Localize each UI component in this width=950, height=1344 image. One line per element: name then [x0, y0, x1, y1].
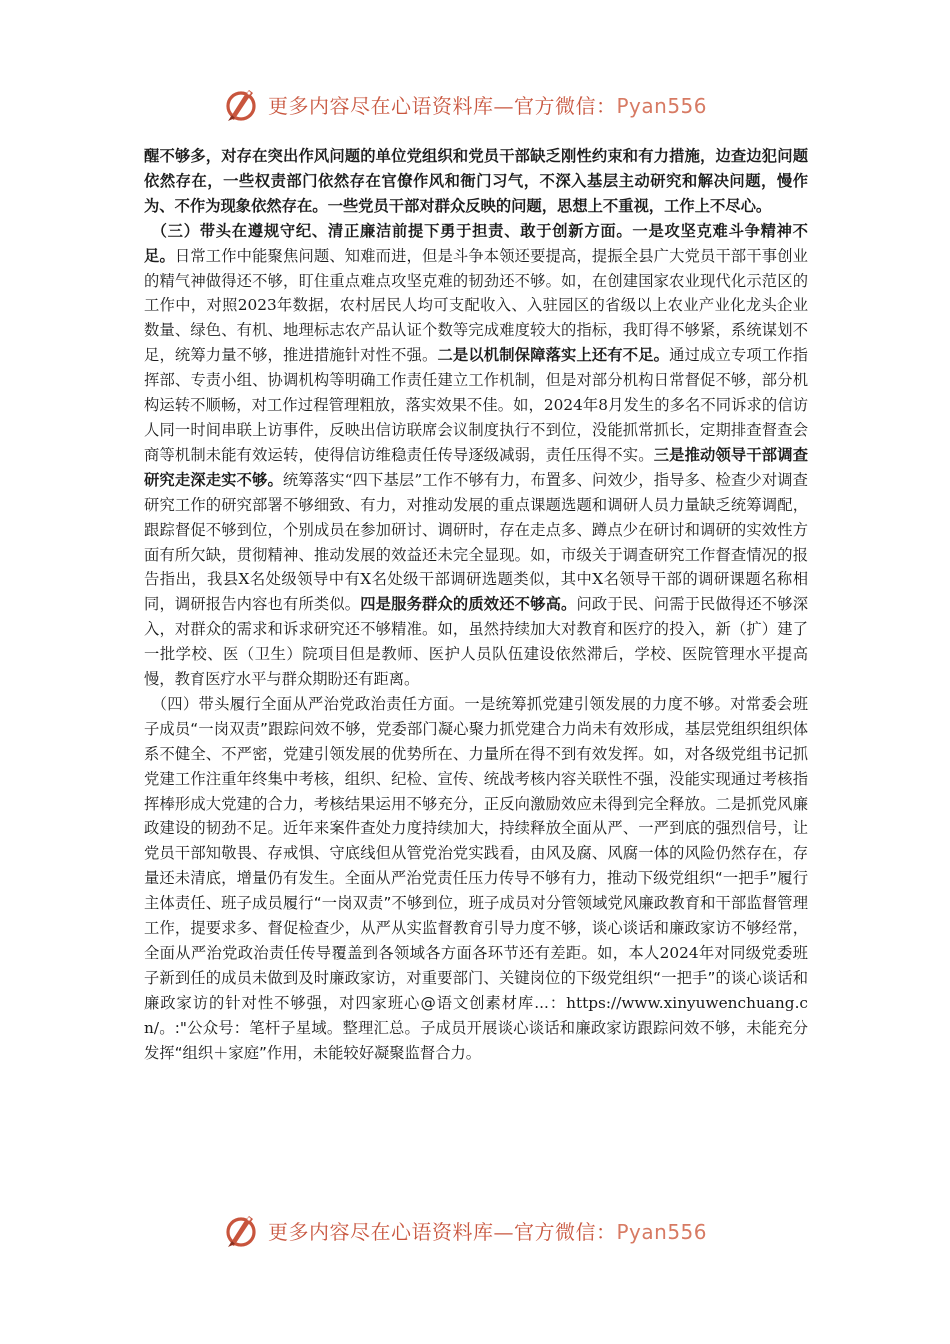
section-4-text-end: 。:"公众号：笔杆子星域。整理汇总。子成员开展谈心谈话和廉政家访跟踪问效不够，未能充分发挥“组织＋家庭”作用，未能较好凝聚监督合力。	[144, 1018, 808, 1062]
paragraph-1-text: 醒不够多，对存在突出作风问题的单位党组织和党员干部缺乏刚性约束和有力措施，边查边犯问题依然存在，一些权责部门依然存在官僚作风和衙门习气，不深入基层主动研究和解决问题，慢作为、不作为现象依然存在。一些党员干部对群众反映的问题，思想上不重视，工作上不尽心。	[144, 147, 808, 215]
pen-logo-icon	[222, 84, 262, 124]
paragraph-1	[144, 144, 808, 219]
section-4-text: （四）带头履行全面从严治党政治责任方面。一是统筹抓党建引领发展的力度不够。对常委会班子成员“一岗双责”跟踪问效不够，党委部门凝心聚力抓党建合力尚未有效形成，基层党组织组织体系不健全、不严密，党建引领发展的优势所在、力量所在得不到有效发挥。如，对各级党组书记抓党建工作注重年终集中考核，组织、纪检、宣传、统战考核内容关联性不强，没能实现通过考核指挥棒形成大党建的合力，考核结果运用不够充分，正反向激励效应未得到完全释放。二是抓党风廉政建设的韧劲不足。近年来案件查处力度持续加大，持续释放全面从严、一严到底的强烈信号，让党员干部知敬畏、存戒惧、守底线但从管党治党实践看，由风及腐、风腐一体的风险仍然存在，存量还未清底，增量仍有发生。全面从严治党责任压力传导不够有力，推动下级党组织“一把手”履行主体责任、班子成员履行“一岗双责”不够到位，班子成员对分管领域党风廉政教育和干部监督管理工作，提要求多、督促检查少，从严从实监督教育引导力度不够，谈心谈话和廉政家访不够经常，全面从严治党政治责任传导覆盖到各领域各方面各环节还有差距。如，本人	[144, 694, 808, 962]
section-3-heading: （三）带头在遵规守纪、清正廉洁前提下勇于担责、敢于创新方面。	[151, 221, 633, 240]
point-1-text: 日常工作中能聚焦问题、知难而进，但是斗争本领还要提高，提振全县广大党员干部干事创业的精气神做得还不够，盯住重点难点攻坚克难的韧劲还不够。如，在创建国家农业现代化示范区的工作中，对照2023年数据，农村居民人均可支配收入、入驻园区的省级以上农业产业化龙头企业数量、绿色、有机、地理标志农产品认证个数等完成难度较大的指标，我盯得不够紧，系统谋划不足，统筹力量不够，推进措施针对性不强。	[144, 246, 808, 365]
header-banner-text: 更多内容尽在心语资料库—官方微信：Pyan556	[268, 93, 708, 118]
point-2-text: 通过成立专项工作指挥部、专责小组、协调机构等明确工作责任建立工作机制，但是对部分机构日常督促不够，部分机构运转不顺畅，对工作过程管理粗放，落实效果不佳。如，2024年8月发生的多名不同诉求的信访人同一时间串联上访事件，反映出信访联席会议制度执行不到位，没能抓常抓长，定期排查督查会商等机制未能有效运转，使得信访维稳责任传导逐级减弱，责任压得不实。	[144, 346, 808, 464]
paragraph-2	[144, 219, 808, 692]
paragraph-3	[144, 692, 808, 1066]
section-4-year: 2024	[659, 944, 699, 962]
point-3-lead: 三是推动领导干部调查研究走深走实不够。	[144, 445, 808, 489]
point-3-text: 统筹落实“四下基层”工作不够有力，布置多、问效少，指导多、检查少对调查研究工作的研究部署不够细致、有力，对推动发展的重点课题选题和调研人员力量缺乏统筹调配，跟踪督促不够到位，个别成员在参加研讨、调研时，存在走点多、蹲点少在研讨和调研的实效性方面有所欠缺，贯彻精神、推动发展的效益还未完全显现。如，市级关于调查研究工作督查情况的报告指出，我县X名处级领导中有X名处级干部调研选题类似，其中X名领导干部的调研课题名称相同，调研报告内容也有所类似。	[144, 470, 808, 614]
header-wechat-id: Pyan556	[616, 93, 708, 118]
header-banner	[222, 82, 722, 126]
footer-wechat-id: Pyan556	[616, 1219, 708, 1244]
point-4-text: 问政于民、问需于民做得还不够深入，对群众的需求和诉求研究还不够精准。如，虽然持续加大对教育和医疗的投入，新（扩）建了一批学校、医（卫生）院项目但是教师、医护人员队伍建设依然滞后，学校、医院管理水平提高慢，教育医疗水平与群众期盼还有距离。	[144, 595, 808, 689]
point-4-lead: 四是服务群众的质效还不够高。	[360, 595, 577, 614]
footer-banner-text: 更多内容尽在心语资料库—官方微信：Pyan556	[268, 1219, 708, 1244]
pen-logo-icon	[222, 1210, 262, 1250]
section-4-text-cont: 年对同级党委班子新到任的成员未做到及时廉政家访，对重要部门、关键岗位的下级党组织“一把手”的谈心谈话和廉政家访的针对性不够强，对四家班心@语文创素材库...：	[144, 944, 808, 1012]
point-2-lead: 二是以机制保障落实上还有不足。	[437, 346, 670, 365]
footer-banner	[222, 1208, 722, 1252]
source-url: https://www.xinyuwenchuang.cn/	[144, 993, 808, 1037]
document-body	[144, 144, 808, 1066]
point-1-lead: 一是攻坚克难斗争精神不足。	[144, 221, 808, 265]
